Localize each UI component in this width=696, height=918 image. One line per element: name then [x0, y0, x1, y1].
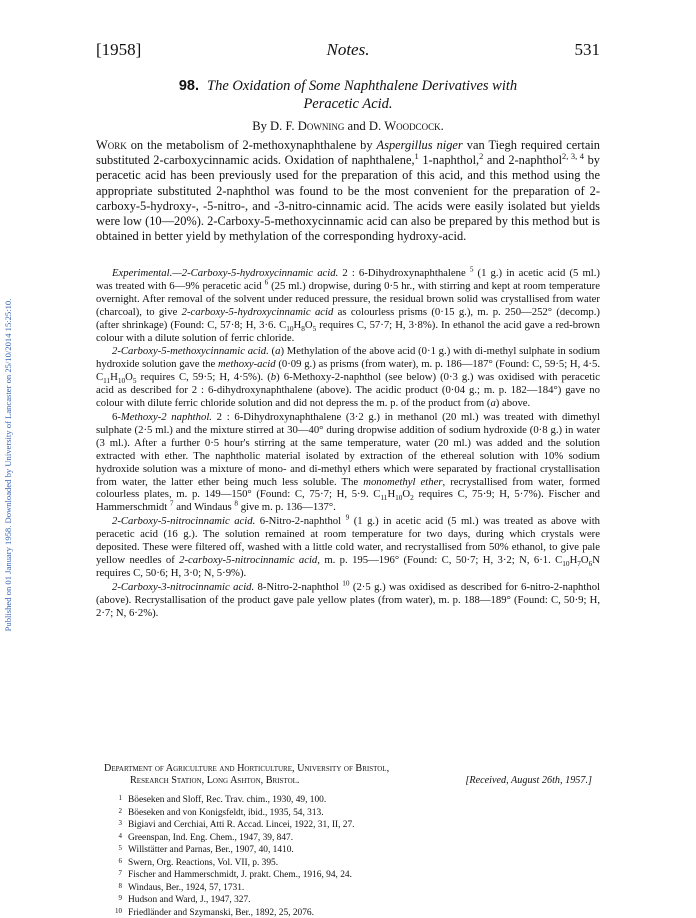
affiliation-block — [96, 763, 600, 788]
body-text: ) 6-Methoxy-2-naphthol (see below) (0·3 g.) was oxidised with peracetic acid as described for 2 : 6-dihydroxynaphthalene (above). The acidic product (0·04 g.; m. p. 182—184°) gave no colour with dilute ferric chloride solution and did not depress the m. p. of the product from ( — [96, 371, 600, 409]
formula-subscript: 8 — [301, 325, 305, 333]
reference-text: Böeseken and von Konigsfeldt, ibid., 1935, 54, 313. — [128, 808, 324, 818]
citation-marker: 2 — [479, 151, 483, 161]
formula-subscript: 5 — [313, 325, 317, 333]
intro-text: and 2-naphthol — [483, 153, 562, 167]
body-text: requires C, 57·7; H, 3·8%). In ethanol the acid gave a red-brown colour with a dilute solution of ferric chloride. — [96, 319, 600, 344]
subsection-heading: Methoxy-2 naphthol. — [121, 411, 212, 423]
header-page-number: 531 — [575, 40, 601, 60]
reference-number: 1 — [108, 793, 122, 804]
citation-marker: 2, 3, 4 — [562, 151, 584, 161]
introduction — [96, 138, 600, 244]
compound-name: 2-carboxy-5-hydroxycinnamic acid — [182, 306, 334, 318]
intro-text: van Tiegh required certain substituted 2-carboxycinnamic acids. Oxidation of naphthalene, — [96, 138, 600, 167]
body-text: 6-Nitro-2-naphthol — [255, 515, 345, 527]
body-text: requires C, 59·5; H, 4·5%). ( — [136, 371, 270, 383]
reference-item — [108, 793, 600, 806]
reference-number: 4 — [108, 831, 122, 842]
reference-item — [108, 818, 600, 831]
formula-subscript: 11 — [103, 377, 110, 385]
reference-number: 5 — [108, 843, 122, 854]
compound-name: 2-carboxy-5-nitrocinnamic acid — [179, 554, 317, 566]
body-text: O — [581, 554, 589, 566]
compound-name: monomethyl ether — [363, 476, 442, 488]
affiliation-line-2: Research Station, Long Ashton, Bristol. — [96, 775, 600, 787]
and-word: and — [348, 119, 366, 133]
body-text: O — [402, 488, 410, 500]
citation-marker: 6 — [265, 278, 269, 286]
reference-text: Böeseken and Sloff, Rec. Trav. chim., 1930, 49, 100. — [128, 795, 326, 805]
body-text: 2 : 6-Dihydroxynaphthalene (3·2 g.) in methanol (20 ml.) was treated with dimethyl sulphate (2·5 ml.) and the mixture stirred at 30—40° during dropwise addition of sodium hydroxide (0·8 g.) in water (3 ml.). After a further 0·5 hour's stirring at the same temperature, water (20 ml.) was added and the solution extracted with ether. The naphtholic material isolated by extraction of the ethereal solution with 10% sodium hydroxide solution was a mixture of mono- and di-methyl ethers which were separated by fractional crystallisation from water, the latter ether being much less soluble. The — [96, 411, 600, 488]
citation-marker: 7 — [170, 500, 174, 508]
article-title — [96, 77, 600, 113]
reference-number: 2 — [108, 806, 122, 817]
download-watermark — [1, 140, 15, 790]
compound-name: methoxy-acid — [218, 358, 276, 370]
header-section: Notes. — [96, 40, 600, 60]
title-line-1: The Oxidation of Some Naphthalene Derivatives with — [207, 78, 517, 94]
paragraph-nitrocinnamic-3 — [96, 581, 600, 620]
body-text: requires C, 50·6; H, 3·0; N, 5·9%). — [96, 567, 246, 579]
intro-text: on the metabolism of 2-methoxynaphthalene by — [127, 138, 377, 152]
reference-text: Bigiavi and Cerchiai, Atti R. Accad. Lincei, 1922, 31, II, 27. — [128, 820, 355, 830]
intro-first-word: Work — [96, 138, 127, 152]
body-text: , m. p. 195—196° (Found: C, 50·7; H, 3·2; N, 6·1. C — [317, 554, 562, 566]
citation-marker: 8 — [234, 500, 238, 508]
running-header — [96, 40, 600, 64]
body-text: a — [275, 345, 280, 357]
body-text: ( — [269, 345, 275, 357]
citation-marker: 10 — [342, 579, 349, 587]
reference-text: Windaus, Ber., 1924, 57, 1731. — [128, 883, 244, 893]
reference-number: 7 — [108, 868, 122, 879]
body-text: H — [294, 319, 302, 331]
formula-subscript: 10 — [562, 560, 569, 568]
paragraph-methoxycinnamic — [96, 345, 600, 410]
body-text: H — [110, 371, 118, 383]
body-text: H — [570, 554, 578, 566]
formula-subscript: 6 — [589, 560, 593, 568]
body-text: O — [125, 371, 133, 383]
reference-item — [108, 806, 600, 819]
body-text: , recrystallised from water, formed colourless plates, m. p. 149—150° (Found: C, 75·7; H, 5·9. C — [96, 476, 600, 501]
affiliation-line-1: Department of Agriculture and Horticulture, University of Bristol, — [96, 763, 600, 775]
body-text: N — [592, 554, 600, 566]
subsection-heading: 2-Carboxy-3-nitrocinnamic acid. — [112, 581, 254, 593]
body-text: requires C, 75·9; H, 5·7%). Fischer and Hammerschmidt — [96, 488, 600, 513]
body-text: (1 g.) in acetic acid (5 ml.) was treated as above with peracetic acid (16 g.). The solution remained at room temperature for two days, during which crystals were deposited. These were filtered off, washed with a little cold water, and recrystallised from 50% ethanol, to give pale yellow needles of — [96, 515, 600, 566]
author-2-initials: D. — [369, 119, 381, 133]
body-text: and Windaus — [174, 501, 235, 513]
formula-subscript: 10 — [118, 377, 125, 385]
reference-item — [108, 843, 600, 856]
header-year: [1958] — [96, 40, 141, 60]
author-2-surname: Woodcock. — [384, 119, 444, 133]
author-1-initials: D. F. — [270, 119, 295, 133]
paragraph-nitrocinnamic-5 — [96, 515, 600, 580]
author-1-surname: Downing — [298, 119, 345, 133]
article-number: 98. — [179, 78, 199, 94]
reference-text: Fischer and Hammerschmidt, J. prakt. Chem., 1916, 94, 24. — [128, 870, 352, 880]
body-text: (25 ml.) dropwise, during 0·5 hr., with stirring and kept at room temperature overnight. After removal of the solvent under reduced pressure, the residual brown solid was crystallised from water (charcoal), to give — [96, 280, 600, 318]
intro-text: 1-naphthol, — [419, 153, 479, 167]
citation-marker: 5 — [470, 265, 474, 273]
formula-subscript: 5 — [133, 377, 137, 385]
experimental-section — [96, 267, 600, 619]
reference-item — [108, 881, 600, 894]
reference-item — [108, 831, 600, 844]
body-text: 8-Nitro-2-naphthol — [254, 581, 342, 593]
reference-item — [108, 868, 600, 881]
reference-number: 10 — [108, 906, 122, 917]
body-text: ) Methylation of the above acid (0·1 g.) with di-methyl sulphate in sodium hydroxide solution gave the — [96, 345, 600, 370]
body-text: O — [305, 319, 313, 331]
reference-text: Greenspan, Ind. Eng. Chem., 1947, 39, 847. — [128, 833, 293, 843]
paragraph-hydroxycinnamic — [96, 267, 600, 344]
reference-text: Hudson and Ward, J., 1947, 327. — [128, 895, 251, 905]
body-text: (1 g.) in acetic acid (5 ml.) was treated with 6—9% peracetic acid — [96, 267, 600, 292]
body-text: H — [387, 488, 395, 500]
title-line-2: Peracetic Acid. — [303, 96, 392, 112]
reference-number: 3 — [108, 818, 122, 829]
body-text: (2·5 g.) was oxidised as described for 6-nitro-2-naphthol (above). Recrystallisation of the product gave pale yellow plates (from water), m. p. 188—189° (Found: C, 50·9; H, 2·7; N, 6·2%). — [96, 581, 600, 619]
reference-number: 6 — [108, 856, 122, 867]
download-watermark-text[interactable]: Published on 01 January 1958. Downloaded by University of Lancaster on 25/10/2014 15:25:10. — [3, 299, 13, 632]
body-text: a — [490, 397, 495, 409]
intro-species: Aspergillus niger — [377, 138, 463, 152]
subsection-heading: 2-Carboxy-5-methoxycinnamic acid. — [112, 345, 269, 357]
reference-item — [108, 906, 600, 918]
body-text: 6- — [112, 411, 121, 423]
by-word: By — [252, 119, 267, 133]
subsection-heading: Experimental.—2-Carboxy-5-hydroxycinnamic acid. — [112, 267, 338, 279]
body-text: give m. p. 136—137°. — [238, 501, 336, 513]
formula-subscript: 10 — [286, 325, 293, 333]
intro-paragraph — [96, 138, 600, 244]
body-text: 2 : 6-Dihydroxynaphthalene — [338, 267, 470, 279]
body-text: (0·09 g.) as prisms (from water), m. p. 186—187° (Found: C, 59·5; H, 4·5. C — [96, 358, 600, 383]
reference-item — [108, 893, 600, 906]
body-text: ) above. — [496, 397, 530, 409]
formula-subscript: 11 — [380, 495, 387, 503]
formula-subscript: 10 — [395, 495, 402, 503]
author-line — [96, 119, 600, 134]
citation-marker: 1 — [415, 151, 419, 161]
body-text: b — [271, 371, 276, 383]
formula-subscript: 7 — [577, 560, 581, 568]
body-text: as colourless prisms (0·15 g.), m. p. 250—252° (decomp.) (after shrinkage) (Found: C, 57·8; H, 3·6. C — [96, 306, 600, 331]
paragraph-methoxynaphthol — [96, 411, 600, 514]
reference-text: Willstätter and Parnas, Ber., 1907, 40, 1410. — [128, 845, 294, 855]
intro-text: by peracetic acid has been previously used for the preparation of this acid, and this method using the appropriate substituted 2-naphthol was found to be the most convenient for the preparation of 2-carboxy-5-hydroxy-, -5-nitro-, and -3-nitro-cinnamic acid. The acids were easily isolated but yields were low (10—20%). 2-Carboxy-5-methoxycinnamic acid can also be prepared by this method but is obtained in better yield by methylation of the corresponding hydroxy-acid. — [96, 153, 600, 243]
reference-number: 9 — [108, 893, 122, 904]
reference-item — [108, 856, 600, 869]
citation-marker: 9 — [346, 514, 350, 522]
formula-subscript: 2 — [410, 495, 414, 503]
received-date: [Received, August 26th, 1957.] — [465, 775, 592, 787]
references-list — [108, 793, 600, 918]
reference-number: 8 — [108, 881, 122, 892]
reference-text: Swern, Org. Reactions, Vol. VII, p. 395. — [128, 858, 278, 868]
subsection-heading: 2-Carboxy-5-nitrocinnamic acid. — [112, 515, 255, 527]
reference-text: Friedländer and Szymanski, Ber., 1892, 25, 2076. — [128, 908, 314, 918]
